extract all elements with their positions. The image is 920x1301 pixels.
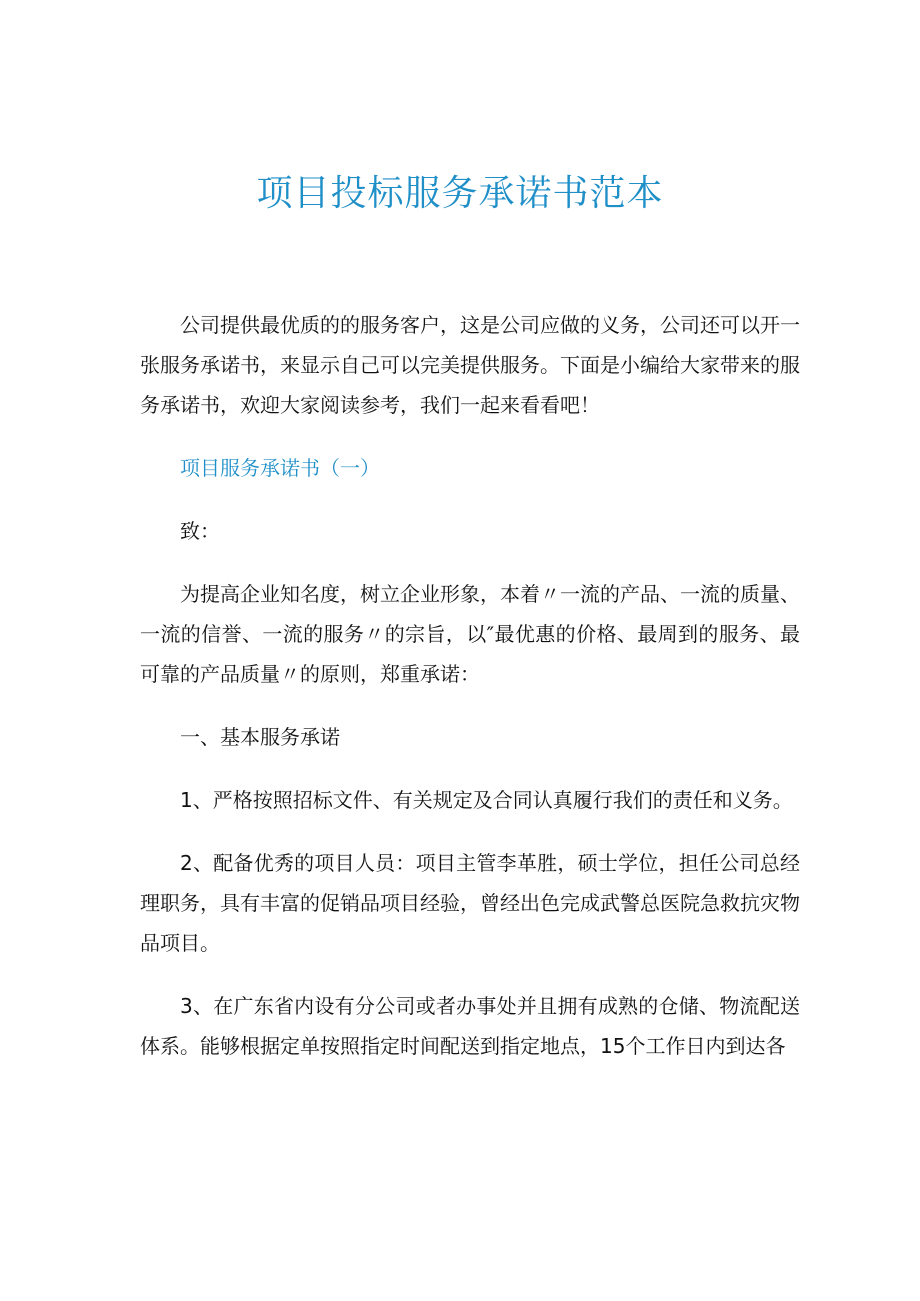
item-text: 、严格按照招标文件、有关规定及合同认真履行我们的责任和义务。 — [192, 788, 793, 812]
item-text: 、配备优秀的项目人员：项目主管李革胜，硕士学位，担任公司总经理职务，具有丰富的促销品项目经验，曾经出色完成武警总医院急救抗灾物品项目。 — [140, 851, 800, 955]
commitment-item-2 — [140, 843, 800, 963]
intro-paragraph: 公司提供最优质的的服务客户，这是公司应做的义务，公司还可以开一张服务承诺书，来显示自己可以完美提供服务。下面是小编给大家带来的服务承诺书，欢迎大家阅读参考，我们一起来看看吧！ — [140, 313, 800, 417]
commitment-item-1 — [140, 780, 800, 820]
section-heading: 项目服务承诺书（一） — [180, 456, 380, 480]
item-number: 1 — [180, 788, 193, 812]
document-body — [140, 305, 800, 1066]
commitment-item-3 — [140, 986, 800, 1066]
document-title: 项目投标服务承诺书范本 — [256, 173, 664, 214]
item-text: 、在广东省内设有分公司或者办事处并且拥有成熟的仓储、物流配送体系。能够根据定单按照指定时间配送到指定地点， — [140, 994, 800, 1058]
item-text-continued: 个工作日内到达各 — [625, 1034, 786, 1058]
item-number: 2 — [180, 851, 193, 875]
salutation: 致： — [180, 519, 220, 543]
delivery-days: 15 — [600, 1034, 626, 1058]
preamble-paragraph: 为提高企业知名度，树立企业形象，本着〃一流的产品、一流的质量、一流的信誉、一流的服务〃的宗旨，以″最优惠的价格、最周到的服务、最可靠的产品质量〃的原则，郑重承诺： — [140, 582, 800, 686]
part1-heading: 一、基本服务承诺 — [180, 725, 340, 749]
item-number: 3 — [180, 994, 193, 1018]
